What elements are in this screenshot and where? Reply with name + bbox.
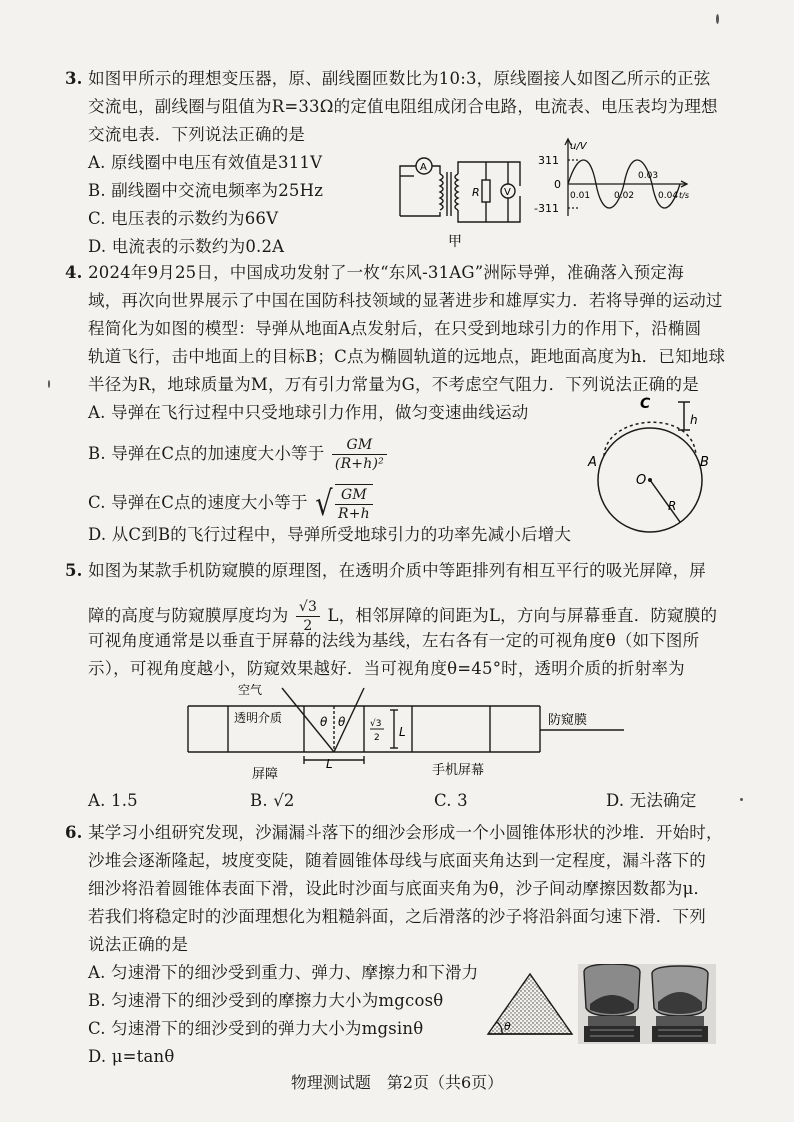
q4-number: 4. [65, 263, 83, 282]
q4-option-b [88, 436, 389, 473]
q3-option-a: A. 原线圈中电压有效值是311V [88, 153, 323, 172]
q4-point-c: C [640, 396, 651, 412]
q4-center-o: O [636, 473, 647, 488]
q3-stem-line1 [65, 68, 710, 90]
q3-stem1: 如图甲所示的理想变压器，原、副线圈匝数比为10:3，原线圈接人如图乙所示的正弦 [88, 69, 711, 88]
q6-option-c: C. 匀速滑下的细沙受到的弹力大小为mgsinθ [88, 1019, 424, 1038]
q3-graph-t1: 0.01 [570, 191, 591, 201]
q4-option-b-fraction [332, 436, 387, 473]
q4-stem1: 2024年9月25日，中国成功发射了一枚“东风-31AG”洲际导弹，准确落入预定海 [88, 263, 684, 282]
q6-stem-line3: 细沙将沿着圆锥体表面下滑，设此时沙面与底面夹角为θ，沙子间动摩擦因数都为μ． [88, 879, 711, 898]
q4-stem-line4: 轨道飞行，击中地面上的目标B；C点为椭圆轨道的远地点，距地面高度为h．已知地球 [88, 347, 726, 366]
q6-theta-label: θ [504, 1020, 511, 1033]
hourglass-photo-left [584, 964, 640, 1042]
q5-film-figure [180, 684, 640, 788]
q4-stem-line1 [65, 262, 684, 284]
q5-option-b: B. √2 [250, 791, 295, 810]
q5-stem-line4: 示），可视角度越小，防窥效果越好．当可视角度θ=45°时，透明介质的折射率为 [88, 659, 685, 678]
q4-stem-line5: 半径为R，地球质量为M，万有引力常量为G，不考虑空气阻力．下列说法正确的是 [88, 375, 699, 394]
q3-graph-origin: 0 [554, 178, 561, 191]
q3-transformer-figure [392, 146, 528, 254]
q3-option-b: B. 副线圈中交流电频率为25Hz [88, 181, 324, 200]
q3-stem-line2: 交流电，副线圈与阻值为R=33Ω的定值电阻组成闭合电路，电流表、电压表均为理想 [88, 97, 718, 116]
q5-stem2-den: 2 [303, 618, 313, 634]
q3-graph-t3: 0.03 [638, 171, 659, 181]
q6-stem1: 某学习小组研究发现，沙漏漏斗落下的细沙会形成一个小圆锥体形状的沙堆．开始时， [88, 823, 723, 842]
q4-stem-line2: 域，再次向世界展示了中国在国防科技领域的显著进步和雄厚实力．若将导弹的运动过 [88, 291, 723, 310]
q5-theta-left: θ [320, 715, 328, 729]
q4-option-c-den: R+h [337, 506, 370, 522]
q3-graph-t-unit: t/s [679, 191, 689, 200]
q4-option-c-sqrt: √ $\frac{GM}{R+h}$ [313, 484, 373, 523]
hourglass-photo-right [652, 966, 708, 1042]
scan-speck [48, 380, 50, 388]
q3-graph-t4: 0.04 [658, 191, 679, 201]
q6-option-a: A. 匀速滑下的细沙受到重力、弹力、摩擦力和下滑力 [88, 963, 479, 982]
q6-hourglass-photos [578, 964, 716, 1048]
q4-option-c-text: C. 导弹在C点的速度大小等于 [88, 493, 308, 512]
q5-stem1: 如图为某款手机防窥膜的原理图，在透明介质中等距排列有相互平行的吸光屏障，屏 [88, 561, 706, 580]
page-footer: 物理测试题 第2页（共6页） [290, 1073, 504, 1092]
q3-option-d: D. 电流表的示数约为0.2A [88, 237, 285, 256]
q5-stem-line3: 可视角度通常是以垂直于屏幕的法线为基线，左右各有一定的可视角度θ（如下图所 [88, 631, 700, 650]
q4-point-a: A [588, 455, 597, 470]
q6-number: 6. [65, 823, 83, 842]
q6-stem-line2: 沙堆会逐渐隆起，坡度变陡，随着圆锥体母线与底面夹角达到一定程度，漏斗落下的 [88, 851, 706, 870]
q3-voltmeter-label: V [504, 187, 511, 198]
q6-sandpile-figure [484, 970, 576, 1044]
q5-stem2-post: L，相邻屏障的间距为L，方向与屏幕垂直．防窥膜的 [327, 606, 718, 625]
q3-graph-ymin: -311 [534, 202, 559, 215]
q3-voltage-graph [534, 136, 694, 226]
q4-option-b-text: B. 导弹在C点的加速度大小等于 [88, 444, 325, 463]
q3-option-c: C. 电压表的示数约为66V [88, 209, 279, 228]
q4-orbit-figure [584, 394, 724, 548]
q5-theta-right: θ [338, 715, 346, 729]
q5-option-a: A. 1.5 [88, 791, 138, 810]
q5-height-num: √3 [370, 719, 382, 729]
q3-ammeter-label: A [420, 162, 427, 173]
q3-number: 3. [65, 69, 83, 88]
q4-height-h: h [690, 413, 698, 427]
q5-height-den: 2 [374, 733, 380, 743]
q4-option-b-num: GM [332, 436, 387, 455]
q4-stem-line3: 程简化为如图的模型：导弹从地面A点发射后，在只受到地球引力的作用下，沿椭圆 [88, 319, 702, 338]
q6-option-d: D. μ=tanθ [88, 1047, 175, 1066]
q4-option-b-den: (R+h)² [334, 456, 384, 472]
q3-graph-ymax: 311 [538, 154, 559, 167]
q5-option-c: C. 3 [434, 791, 468, 810]
q5-medium-label: 透明介质 [234, 711, 283, 725]
q5-height-l: L [399, 725, 406, 739]
q3-stem-line3: 交流电表．下列说法正确的是 [88, 125, 306, 144]
q6-stem-line5: 说法正确的是 [88, 935, 189, 954]
q5-stem2-pre: 障的高度与防窥膜厚度均为 [88, 606, 289, 625]
q5-number: 5. [65, 561, 83, 580]
q5-film-label: 防窥膜 [548, 713, 588, 728]
q4-radius-r: R [668, 499, 677, 513]
q3-graph-y-label: u/V [570, 141, 587, 152]
q3-graph-t2: 0.02 [614, 191, 635, 201]
q3-resistor-label: R [472, 186, 480, 199]
q4-option-a: A. 导弹在飞行过程中只受地球引力作用，做匀变速曲线运动 [88, 403, 529, 422]
q4-option-d: D. 从C到B的飞行过程中，导弹所受地球引力的功率先减小后增大 [88, 525, 572, 544]
q4-option-c [88, 484, 373, 523]
q4-point-b: B [700, 455, 709, 470]
q5-air-label: 空气 [238, 684, 263, 697]
q5-stem-line1 [65, 560, 706, 582]
q5-stem2-num: √3 [296, 598, 320, 617]
q5-barrier-label: 屏障 [252, 767, 279, 782]
scan-speck [716, 14, 719, 24]
q6-stem-line1 [65, 822, 723, 844]
q5-option-d: D. 无法确定 [606, 791, 697, 810]
q3-figure-jia-label: 甲 [448, 234, 462, 250]
q5-gap-label: L [326, 757, 333, 771]
q6-stem-line4: 若我们将稳定时的沙面理想化为粗糙斜面，之后滑落的沙子将沿斜面匀速下滑．下列 [88, 907, 706, 926]
q6-option-b: B. 匀速滑下的细沙受到的摩擦力大小为mgcosθ [88, 991, 444, 1010]
scan-speck [740, 798, 743, 801]
q5-screen-label: 手机屏幕 [432, 763, 485, 778]
q4-option-c-num: GM [335, 486, 373, 505]
